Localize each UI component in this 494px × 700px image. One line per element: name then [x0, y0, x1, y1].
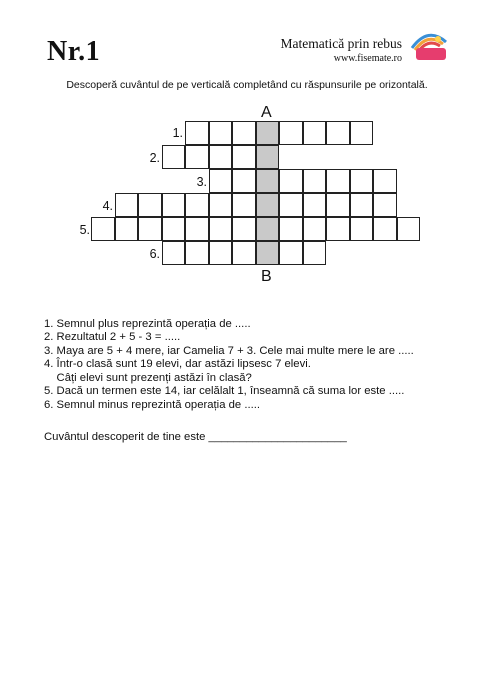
crossword-cell[interactable] [138, 217, 162, 241]
crossword-cell[interactable] [209, 145, 233, 169]
question-1: 1. Semnul plus reprezintă operația de ..... [44, 318, 251, 330]
crossword-cell[interactable] [350, 169, 374, 193]
crossword-cell[interactable] [303, 241, 327, 265]
crossword-cell-highlighted[interactable] [256, 193, 280, 217]
question-3: 3. Maya are 5 + 4 mere, iar Camelia 7 + 3. Cele mai multe mere le are ..... [44, 345, 414, 357]
crossword-cell-highlighted[interactable] [256, 169, 280, 193]
crossword-cell[interactable] [303, 217, 327, 241]
crossword-cell[interactable] [373, 193, 397, 217]
crossword-cell[interactable] [397, 217, 421, 241]
crossword-cell[interactable] [162, 217, 186, 241]
question-4: 4. Într-o clasă sunt 19 elevi, dar astăzi lipsesc 7 elevi. [44, 358, 311, 370]
question-5: 5. Dacă un termen este 14, iar celălalt 1, înseamnă că suma lor este ..... [44, 385, 405, 397]
row-label-5: 5. [79, 223, 90, 237]
crossword-cell-highlighted[interactable] [256, 217, 280, 241]
worksheet-title: Matematică prin rebus [280, 36, 402, 51]
worksheet-number: Nr.1 [47, 36, 101, 67]
row-label-6: 6. [149, 247, 160, 261]
crossword-cell[interactable] [279, 241, 303, 265]
crossword-cell[interactable] [162, 145, 186, 169]
crossword-cell[interactable] [326, 217, 350, 241]
crossword-cell[interactable] [185, 217, 209, 241]
crossword-cell[interactable] [326, 193, 350, 217]
question-4-continued: Câți elevi sunt prezenți astăzi în clasă? [44, 372, 252, 384]
crossword-cell[interactable] [232, 145, 256, 169]
crossword-cell[interactable] [232, 121, 256, 145]
crossword-cell-highlighted[interactable] [256, 145, 280, 169]
crossword-cell[interactable] [185, 145, 209, 169]
crossword-cell[interactable] [326, 121, 350, 145]
instruction-text: Descoperă cuvântul de pe verticală completând cu răspunsurile pe orizontală. [66, 79, 428, 91]
crossword-cell[interactable] [209, 217, 233, 241]
row-label-4: 4. [102, 199, 113, 213]
crossword-cell-highlighted[interactable] [256, 241, 280, 265]
row-label-1: 1. [172, 126, 183, 140]
crossword-cell-highlighted[interactable] [256, 121, 280, 145]
crossword-cell[interactable] [350, 217, 374, 241]
fisemate-logo-icon [406, 28, 450, 62]
crossword-cell[interactable] [373, 217, 397, 241]
crossword-cell[interactable] [279, 217, 303, 241]
crossword-cell[interactable] [185, 121, 209, 145]
crossword-cell[interactable] [232, 241, 256, 265]
crossword-cell[interactable] [326, 169, 350, 193]
column-bottom-label: B [261, 268, 272, 285]
question-6: 6. Semnul minus reprezintă operația de ..... [44, 399, 261, 411]
crossword-cell[interactable] [209, 121, 233, 145]
row-label-2: 2. [149, 151, 160, 165]
question-2: 2. Rezultatul 2 + 5 - 3 = ..... [44, 331, 181, 343]
crossword-cell[interactable] [162, 193, 186, 217]
column-top-label: A [261, 104, 272, 121]
crossword-cell[interactable] [162, 241, 186, 265]
crossword-cell[interactable] [303, 121, 327, 145]
crossword-cell[interactable] [115, 217, 139, 241]
crossword-cell[interactable] [185, 241, 209, 265]
crossword-cell[interactable] [232, 169, 256, 193]
crossword-cell[interactable] [209, 241, 233, 265]
crossword-cell[interactable] [350, 121, 374, 145]
final-answer-line: Cuvântul descoperit de tine este ______________________ [44, 431, 347, 443]
crossword-cell[interactable] [279, 193, 303, 217]
crossword-cell[interactable] [232, 193, 256, 217]
crossword-cell[interactable] [209, 193, 233, 217]
crossword-cell[interactable] [232, 217, 256, 241]
crossword-cell[interactable] [303, 169, 327, 193]
crossword-cell[interactable] [209, 169, 233, 193]
crossword-cell[interactable] [373, 169, 397, 193]
crossword-cell[interactable] [279, 169, 303, 193]
crossword-cell[interactable] [185, 193, 209, 217]
crossword-cell[interactable] [303, 193, 327, 217]
row-label-3: 3. [196, 175, 207, 189]
crossword-cell[interactable] [350, 193, 374, 217]
crossword-cell[interactable] [138, 193, 162, 217]
website-label: www.fisemate.ro [333, 53, 402, 64]
crossword-cell[interactable] [279, 121, 303, 145]
crossword-cell[interactable] [115, 193, 139, 217]
crossword-cell[interactable] [91, 217, 115, 241]
